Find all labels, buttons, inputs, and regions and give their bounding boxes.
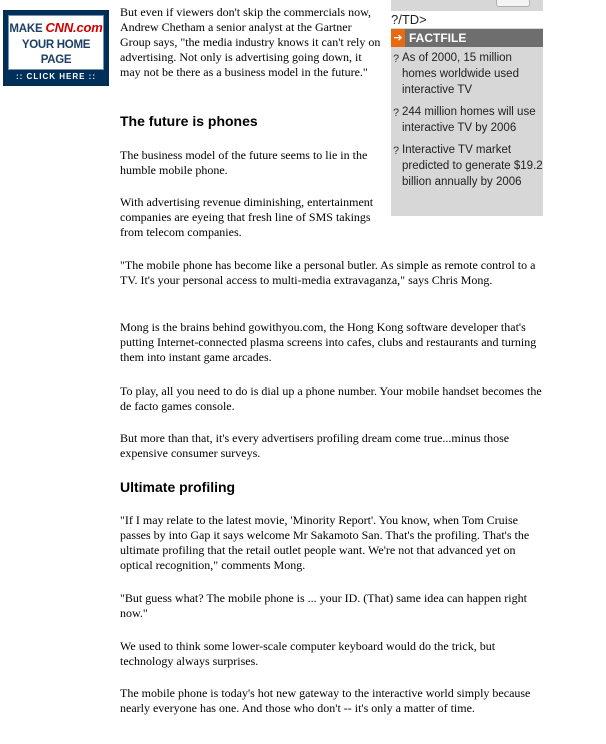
- banner-text-box: [8, 15, 104, 70]
- factfile-header: [391, 29, 543, 47]
- article-paragraph-dream: But more than that, it's every advertisers profiling dream come true...minus those expensive consumer surveys.: [120, 431, 510, 460]
- banner-line-1: [9, 19, 103, 38]
- banner-click-here[interactable]: :: CLICK HERE ::: [16, 72, 96, 81]
- article-paragraph-model: The business model of the future seems to lie in the humble mobile phone.: [120, 148, 368, 177]
- article-paragraph-keyboard: We used to think some lower-scale computer keyboard would do the trick, but technology always surprises.: [120, 639, 496, 668]
- article-paragraph-play: To play, all you need to do is dial up a phone number. Your mobile handset becomes the de facto games console.: [120, 384, 542, 413]
- question-mark-icon: ?: [393, 107, 400, 119]
- factfile-list: [391, 50, 543, 196]
- question-mark-icon: ?: [393, 53, 400, 65]
- scroll-stub: [496, 0, 530, 7]
- cnn-homepage-banner[interactable]: [3, 10, 109, 86]
- factfile-item: [391, 104, 543, 136]
- stray-markup-text: ?/TD>: [391, 11, 543, 28]
- factfile-title: FACTFILE: [409, 31, 467, 45]
- section-heading-profiling: Ultimate profiling: [120, 479, 236, 495]
- article-paragraph-butler: "The mobile phone has become like a personal butler. As simple as remote control to a TV. It's your personal access to multi-media extravaganza," says Chris Mong.: [120, 258, 536, 287]
- article-paragraph-gateway: The mobile phone is today's hot new gateway to the interactive world simply because nearly everyone has one. And those who don't -- it's only a matter of time.: [120, 686, 531, 715]
- section-heading-phones: The future is phones: [120, 113, 258, 129]
- factfile-item-text: 244 million homes will use interactive TV by 2006: [402, 106, 536, 134]
- article-paragraph-revenue: With advertising revenue diminishing, entertainment companies are eyeing that fresh line of SMS takings from telecom companies.: [120, 195, 374, 239]
- article-paragraph-minority: "If I may relate to the latest movie, 'Minority Report'. You know, when Tom Cruise passes by into Gap it says welcome Mr Sakamoto San. That's the profiling. That's the ultimate profiling that the retail outlet people want. We're not that advanced yet on optical recognition," comments Mong.: [120, 513, 530, 572]
- factfile-item-text: As of 2000, 15 million homes worldwide used interactive TV: [402, 52, 519, 96]
- banner-line-2: YOUR HOME PAGE: [21, 39, 91, 66]
- arrow-right-icon: ➔: [391, 29, 405, 47]
- question-mark-icon: ?: [393, 145, 400, 157]
- factfile-item: [391, 50, 543, 98]
- factfile-item: [391, 142, 543, 190]
- banner-make-text: MAKE: [9, 23, 43, 35]
- factfile-item-text: Interactive TV market predicted to generate $19.2 billion annually by 2006: [402, 144, 543, 188]
- article-paragraph-intro: But even if viewers don't skip the commercials now, Andrew Chetham a senior analyst at the Gartner Group says, "the media industry knows it can't rely on advertising. Not only is advertising going down, it may not be there as a business model in the future.": [120, 5, 381, 79]
- article-paragraph-mong: Mong is the brains behind gowithyou.com, the Hong Kong software developer that's putting Internet-connected plasma screens into cafes, clubs and restaurants and turning them into instant game arcades.: [120, 320, 537, 364]
- cnn-logo: CNN.com: [45, 20, 103, 35]
- article-paragraph-id: "But guess what? The mobile phone is ... your ID. (That) same idea can happen right now.": [120, 591, 527, 620]
